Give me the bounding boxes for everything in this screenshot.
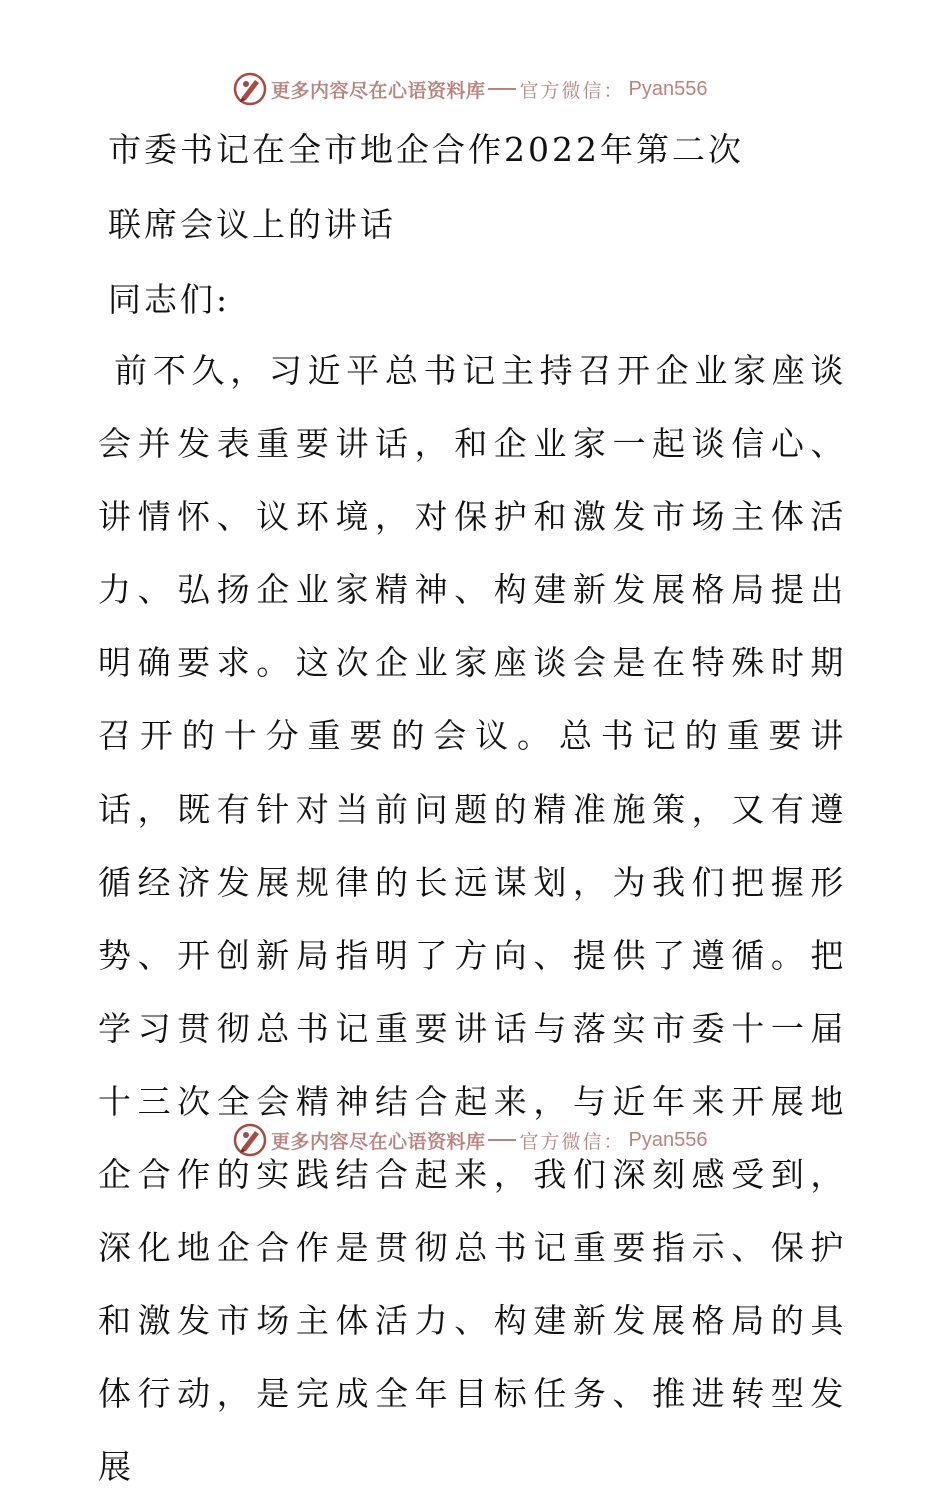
watermark-wechat-id: Pyan556	[628, 77, 708, 100]
document-title-line-1: 市委书记在全市地企合作2022年第二次	[108, 130, 744, 169]
watermark-official-label: 官方微信：	[519, 1130, 625, 1153]
watermark-dash	[488, 1139, 516, 1141]
watermark-footer	[233, 1123, 708, 1157]
watermark-logo-icon	[233, 1123, 267, 1157]
body-paragraph: 前不久，习近平总书记主持召开企业家座谈会并发表重要讲话，和企业家一起谈信心、讲情怀、议环境，对保护和激发市场主体活力、弘扬企业家精神、构建新发展格局提出明确要求。这次企业家座谈会是在特殊时期召开的十分重要的会议。总书记的重要讲话，既有针对当前问题的精准施策，又有遵循经济发展规律的长远谋划，为我们把握形势、开创新局指明了方向、提供了遵循。把学习贯彻总书记重要讲话与落实市委十一届十三次全会精神结合起来，与近年来开展地企合作的实践结合起来，我们深刻感受到，深化地企合作是贯彻总书记重要指示、保护和激发市场主体活力、构建新发展格局的具体行动，是完成全年目标任务、推进转型发展	[98, 351, 848, 1487]
watermark-logo-icon	[233, 72, 267, 106]
salutation: 同志们:	[108, 280, 231, 319]
watermark-official-label: 官方微信：	[519, 79, 625, 102]
watermark-main-text: 更多内容尽在心语资料库	[271, 1130, 486, 1153]
watermark-dash	[488, 88, 516, 90]
watermark-wechat-id: Pyan556	[628, 1128, 708, 1151]
watermark-main-text: 更多内容尽在心语资料库	[271, 79, 486, 102]
watermark-header	[233, 72, 708, 106]
document-title-line-2: 联席会议上的讲话	[108, 205, 396, 244]
